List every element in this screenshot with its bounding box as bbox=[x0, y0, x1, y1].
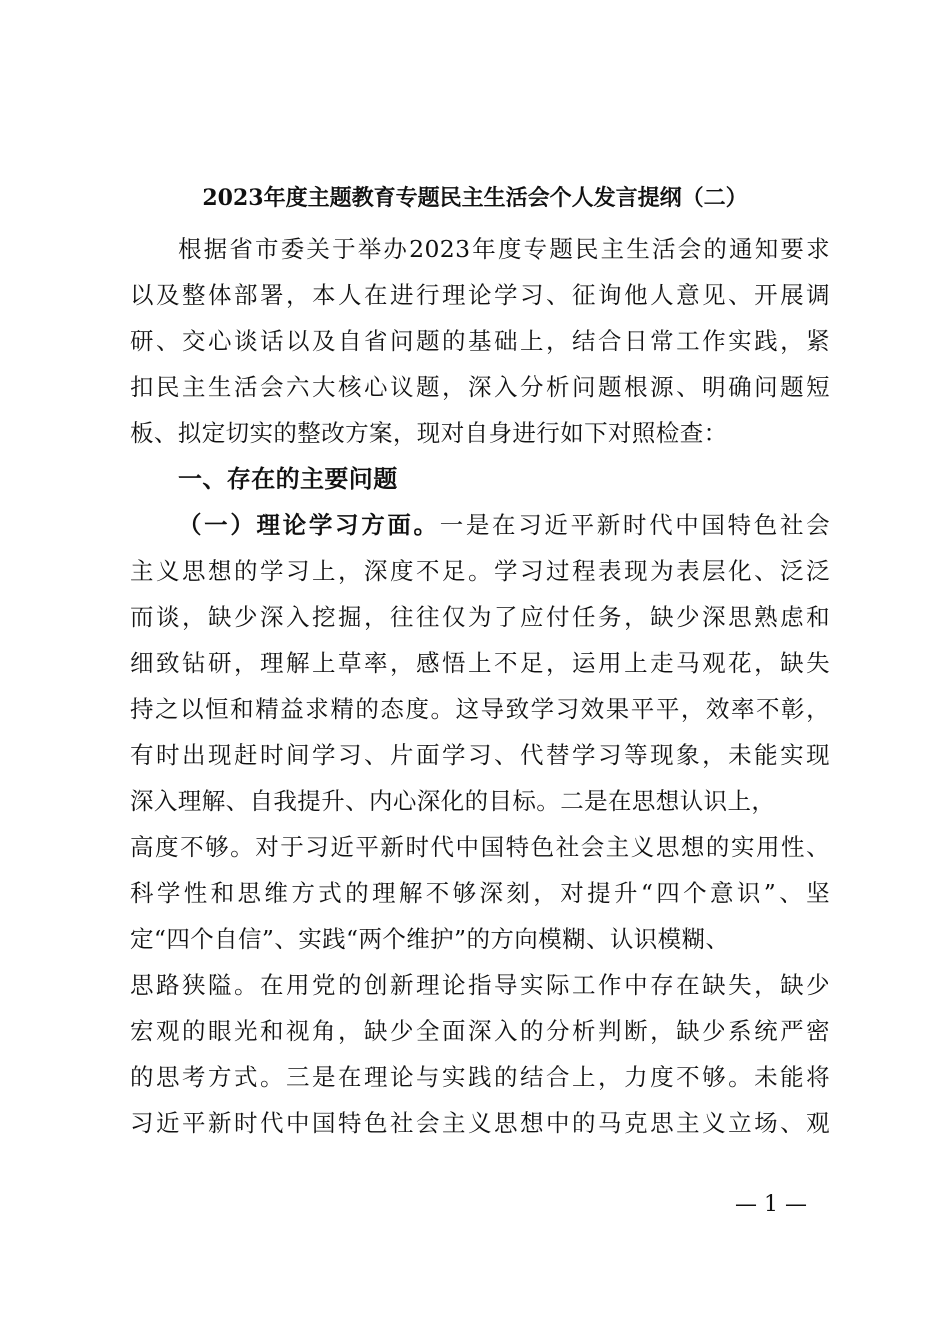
intro-line: 研、交心谈话以及自省问题的基础上，结合日常工作实践，紧 bbox=[130, 327, 830, 355]
page-number: — 1 — bbox=[735, 1192, 807, 1217]
body-line: 的思考方式。三是在理论与实践的结合上，力度不够。未能将 bbox=[130, 1063, 830, 1091]
intro-line: 以及整体部署，本人在进行理论学习、征询他人意见、开展调 bbox=[130, 281, 830, 309]
body-line: 有时出现赶时间学习、片面学习、代替学习等现象，未能实现 bbox=[130, 741, 830, 769]
body-line: 高度不够。对于习近平新时代中国特色社会主义思想的实用性、 bbox=[130, 833, 830, 861]
intro-line: 板、拟定切实的整改方案，现对自身进行如下对照检查： bbox=[130, 419, 728, 447]
body-line: 习近平新时代中国特色社会主义思想中的马克思主义立场、观 bbox=[130, 1109, 830, 1137]
body-line: 思路狭隘。在用党的创新理论指导实际工作中存在缺失，缺少 bbox=[130, 971, 830, 999]
intro-line: 根据省市委关于举办2023年度专题民主生活会的通知要求 bbox=[178, 235, 830, 263]
body-line: 科学性和思维方式的理解不够深刻，对提升“四个意识”、坚 bbox=[130, 879, 830, 907]
body-line: 定“四个自信”、实践“两个维护”的方向模糊、认识模糊、 bbox=[130, 925, 730, 953]
body-first-line bbox=[178, 503, 830, 547]
body-line: 而谈，缺少深入挖掘，往往仅为了应付任务，缺少深思熟虑和 bbox=[130, 603, 830, 631]
body-line: 宏观的眼光和视角，缺少全面深入的分析判断，缺少系统严密 bbox=[130, 1017, 830, 1045]
document-title: 2023年度主题教育专题民主生活会个人发言提纲（二） bbox=[202, 185, 748, 211]
body-line: 主义思想的学习上，深度不足。学习过程表现为表层化、泛泛 bbox=[130, 557, 830, 585]
body-first-line-rest: 一是在习近平新时代中国特色社会 bbox=[439, 511, 831, 539]
body-line: 细致钻研，理解上草率，感悟上不足，运用上走马观花，缺失 bbox=[130, 649, 830, 677]
intro-line: 扣民主生活会六大核心议题，深入分析问题根源、明确问题短 bbox=[130, 373, 830, 401]
section-heading: 一、存在的主要问题 bbox=[178, 465, 398, 493]
subsection-label: （一）理论学习方面。 bbox=[178, 511, 440, 539]
body-line: 持之以恒和精益求精的态度。这导致学习效果平平，效率不彰， bbox=[130, 695, 830, 723]
body-line: 深入理解、自我提升、内心深化的目标。二是在思想认识上， bbox=[130, 787, 776, 815]
